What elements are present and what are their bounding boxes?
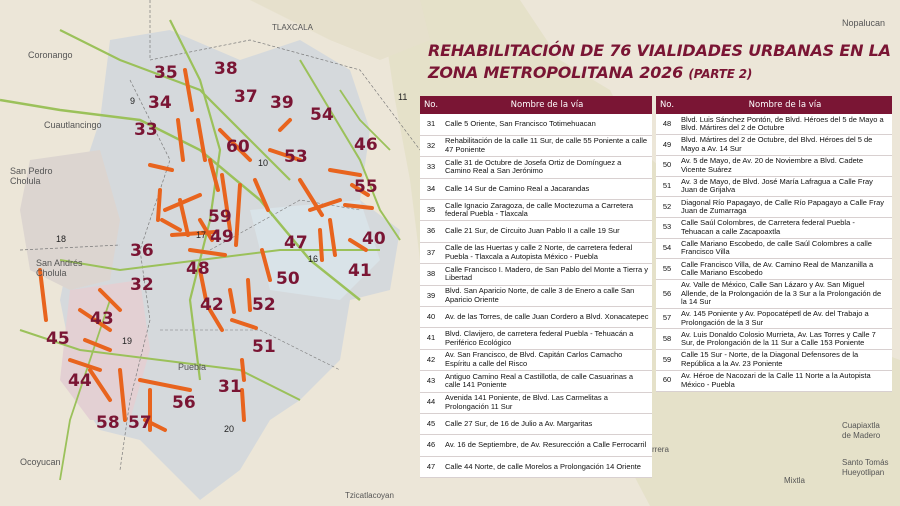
table-row [656,280,892,309]
road-name: Calle 31 de Octubre de Josefa Ortiz de Domínguez a Camino Real a San Jerónimo [442,157,652,178]
place-mixtla: Mixtla [784,476,805,485]
table-row [420,200,652,221]
table-row [656,238,892,259]
road-number: 40 [420,307,442,328]
place-ocoyucan: Ocoyucan [20,457,61,467]
road-number: 32 [420,135,442,156]
zone-number: 16 [308,254,319,264]
road-name: Calle 44 Norte, de calle Morelos a Prolongación 14 Oriente [442,456,652,477]
title-main: REHABILITACIÓN DE 76 VIALIDADES URBANAS EN LA ZONA METROPOLITANA 2026 [428,41,891,82]
column-header-no: No. [420,96,442,114]
road-number: 50 [656,155,678,176]
marker-31: 31 [218,377,242,397]
marker-34: 34 [148,93,172,113]
table-row [420,307,652,328]
table-row [420,157,652,178]
road-name: Av. de las Torres, de calle Juan Cordero a Blvd. Xonacatepec [442,307,652,328]
marker-50: 50 [276,269,300,289]
zone-number: 10 [258,158,269,168]
place-cuautlancingo: Cuautlancingo [44,120,102,130]
marker-47: 47 [284,233,308,253]
road-name: Av. Valle de México, Calle San Lázaro y Av. San Miguel Allende, de la Prolongación de la 3 Sur a la Prolongación de la 14 Sur [678,280,892,309]
road-name: Av. 16 de Septiembre, de Av. Resurección a Calle Ferrocarril [442,435,652,456]
road-number: 44 [420,392,442,413]
table-row [656,217,892,238]
road-number: 35 [420,200,442,221]
road-number: 34 [420,178,442,199]
marker-59: 59 [208,207,232,227]
table-row [656,350,892,371]
marker-32: 32 [130,275,154,295]
road-number: 48 [656,114,678,135]
road-name: Diagonal Río Papagayo, de Calle Río Papagayo a Calle Fray Juan de Zumarraga [678,197,892,218]
table-row [656,135,892,156]
road-number: 36 [420,221,442,242]
road-number: 42 [420,349,442,370]
road-number: 43 [420,371,442,392]
marker-49: 49 [210,227,234,247]
table-row [420,242,652,263]
marker-56: 56 [172,393,196,413]
road-name: Avenida 141 Poniente, de Blvd. Las Carmelitas a Prolongación 11 Sur [442,392,652,413]
table-row [656,329,892,350]
road-name: Rehabilitación de la calle 11 Sur, de calle 55 Poniente a calle 47 Poniente [442,135,652,156]
marker-39: 39 [270,93,294,113]
road-name: Calle Francisco Villa, de Av. Camino Real de Manzanilla a Calle Mariano Escobedo [678,259,892,280]
road-name: Av. Héroe de Nacozari de la Calle 11 Norte a la Autopista México - Puebla [678,370,892,391]
place-tzicatlacoyan: Tzicatlacoyan [345,491,394,500]
road-number: 45 [420,413,442,434]
table-row [420,456,652,477]
table-row [420,435,652,456]
marker-54: 54 [310,105,334,125]
road-name: Calle Francisco I. Madero, de San Pablo del Monte a Tierra y Libertad [442,264,652,285]
marker-53: 53 [284,147,308,167]
road-number: 59 [656,350,678,371]
marker-38: 38 [214,59,238,79]
marker-57: 57 [128,413,152,433]
place-cuapiaxtla: Cuapiaxtla de Madero [842,421,881,440]
marker-46: 46 [354,135,378,155]
table-row [656,155,892,176]
road-name: Av. San Francisco, de Blvd. Capitán Carlos Camacho Espíritu a calle del Risco [442,349,652,370]
road-name: Blvd. Luis Sánchez Pontón, de Blvd. Héroes del 5 de Mayo a Blvd. Mártires del 2 de Octubre [678,114,892,135]
zone-number: 20 [224,424,235,434]
marker-43: 43 [90,309,114,329]
table-row [420,413,652,434]
road-name: Calle 15 Sur - Norte, de la Diagonal Defensores de la República a la Av. 23 Poniente [678,350,892,371]
table-row [420,135,652,156]
marker-52: 52 [252,295,276,315]
table-row [420,221,652,242]
table-row [420,178,652,199]
marker-41: 41 [348,261,372,281]
road-number: 33 [420,157,442,178]
road-number: 37 [420,242,442,263]
road-name: Calle 21 Sur, de Circuito Juan Pablo II a calle 19 Sur [442,221,652,242]
place-tlaxcala: TLAXCALA [272,23,313,32]
road-number: 51 [656,176,678,197]
road-number: 49 [656,135,678,156]
marker-60: 60 [226,137,250,157]
table-row [656,114,892,135]
zone-number: 17 [196,230,207,240]
marker-51: 51 [252,337,276,357]
marker-42: 42 [200,295,224,315]
place-puebla: Puebla [178,362,207,372]
page-title [428,40,898,85]
road-number: 31 [420,114,442,135]
road-number: 46 [420,435,442,456]
road-name: Calle de las Huertas y calle 2 Norte, de carretera federal Puebla - Tlaxcala a Autopista México - Puebla [442,242,652,263]
table-row [420,371,652,392]
marker-40: 40 [362,229,386,249]
marker-44: 44 [68,371,92,391]
table-row [656,308,892,329]
road-number: 55 [656,259,678,280]
zone-number: 18 [56,234,67,244]
road-name: Calle Saúl Colombres, de Carretera federal Puebla - Tehuacan a calle Zacapoaxtla [678,217,892,238]
column-header-no: No. [656,96,678,114]
place-san-andres-cholula: San Andrés Cholula [36,258,83,278]
place-herrera: rrera [652,445,669,454]
road-name: Calle 5 Oriente, San Francisco Totimehuacan [442,114,652,135]
zone-number: 9 [130,96,136,106]
marker-55: 55 [354,177,378,197]
table-row [420,349,652,370]
road-number: 41 [420,328,442,349]
table-row [420,328,652,349]
marker-36: 36 [130,241,154,261]
road-name: Calle 14 Sur de Camino Real a Jacarandas [442,178,652,199]
road-number: 57 [656,308,678,329]
table-row [656,259,892,280]
column-header-name: Nombre de la vía [678,96,892,114]
roads-table-right [656,96,892,392]
road-number: 54 [656,238,678,259]
table-row [420,285,652,306]
road-name: Av. Luis Donaldo Colosio Murrieta, Av. Las Torres y Calle 7 Sur, de Prolongación de la 11 Sur a Calle 153 Poniente [678,329,892,350]
marker-37: 37 [234,87,258,107]
road-name: Calle 27 Sur, de 16 de Julio a Av. Margaritas [442,413,652,434]
table-row [656,197,892,218]
road-name: Calle Mariano Escobedo, de calle Saúl Colombres a calle Francisco Villa [678,238,892,259]
place-coronango: Coronango [28,50,73,60]
table-row [656,370,892,391]
zone-number: 11 [398,92,408,102]
marker-35: 35 [154,63,178,83]
road-name: Antiguo Camino Real a Castillotla, de calle Casuarinas a calle 141 Poniente [442,371,652,392]
road-number: 47 [420,456,442,477]
road-number: 39 [420,285,442,306]
road-number: 58 [656,329,678,350]
road-name: Blvd. San Aparicio Norte, de calle 3 de Enero a calle San Aparicio Oriente [442,285,652,306]
place-nopalucan: Nopalucan [842,18,886,28]
table-row [420,114,652,135]
roads-table-left [420,96,652,478]
road-name: Av. 5 de Mayo, de Av. 20 de Noviembre a Blvd. Cadete Vicente Suárez [678,155,892,176]
road-name: Av. 3 de Mayo, de Blvd. José María Lafragua a Calle Fray Juan de Grijalva [678,176,892,197]
road-name: Blvd. Mártires del 2 de Octubre, del Blvd. Héroes del 5 de Mayo a Av. 14 Sur [678,135,892,156]
road-name: Blvd. Clavijero, de carretera federal Puebla - Tehuacán a Periférico Ecológico [442,328,652,349]
marker-58: 58 [96,413,120,433]
road-name: Calle Ignacio Zaragoza, de calle Moctezuma a Carretera federal Puebla - Tlaxcala [442,200,652,221]
road-number: 52 [656,197,678,218]
zone-number: 19 [122,336,133,346]
road-name: Av. 145 Poniente y Av. Popocatépetl de Av. del Trabajo a Prolongación de la 3 Sur [678,308,892,329]
place-santo-tomas: Santo Tomás Hueyotlipan [842,458,889,477]
column-header-name: Nombre de la vía [442,96,652,114]
marker-45: 45 [46,329,70,349]
title-part: (PARTE 2) [688,67,753,81]
road-number: 38 [420,264,442,285]
table-row [420,264,652,285]
marker-48: 48 [186,259,210,279]
table-row [656,176,892,197]
road-number: 53 [656,217,678,238]
place-san-pedro-cholula: San Pedro Cholula [10,166,53,186]
road-number: 56 [656,280,678,309]
road-number: 60 [656,370,678,391]
table-row [420,392,652,413]
marker-33: 33 [134,120,158,140]
